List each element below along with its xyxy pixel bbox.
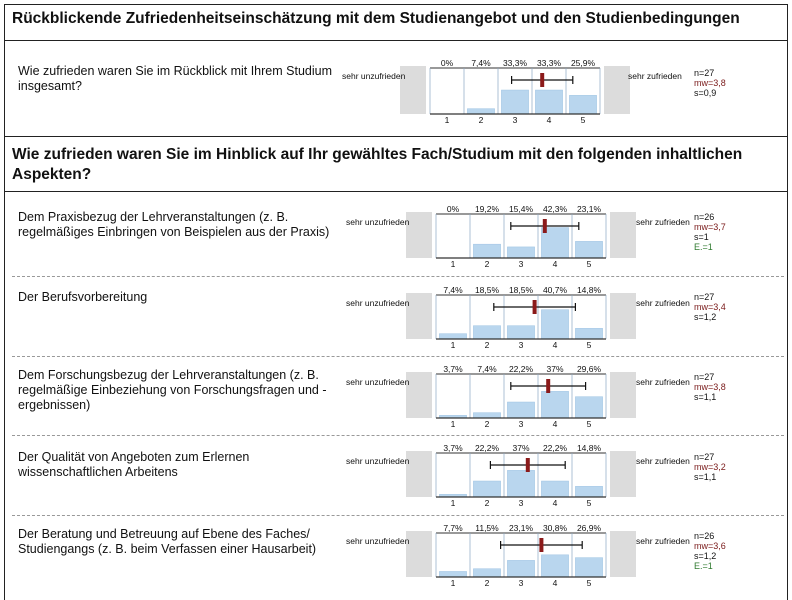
value-label: 40,7% <box>542 285 568 295</box>
distribution-bar <box>569 95 596 114</box>
category-label: 4 <box>552 498 558 508</box>
distribution-bar <box>535 90 562 114</box>
distribution-bar <box>439 334 466 339</box>
value-label: 18,5% <box>508 285 534 295</box>
distribution-bar <box>507 402 534 418</box>
distribution-bar <box>467 109 494 114</box>
question-text: Dem Forschungsbezug der Lehrveranstaltungen (z. B. regelmäßige Einbeziehung von Forschungsfragen und -ergebnissen) <box>18 368 327 412</box>
scale-end-box-right <box>610 451 636 497</box>
category-label: 1 <box>450 498 456 508</box>
distribution-bar <box>473 481 500 497</box>
value-label: 3,7% <box>443 443 463 453</box>
stat-sd: s=1,1 <box>694 472 717 482</box>
scale-label-right: sehr zufrieden <box>636 217 690 227</box>
scale-label-right: sehr zufrieden <box>636 456 690 466</box>
page-title: Rückblickende Zufriedenheitseinschätzung mit dem Studienangebot und den Studienbedingungen <box>12 10 740 27</box>
category-label: 4 <box>552 259 558 269</box>
stat-n: n=27 <box>694 292 715 302</box>
value-label: 26,9% <box>576 523 602 533</box>
scale-label-left: sehr unzufrieden <box>346 298 410 308</box>
value-label: 18,5% <box>474 285 500 295</box>
stat-mean: mw=3,4 <box>694 302 726 312</box>
distribution-bar <box>575 397 602 418</box>
value-label: 0% <box>446 204 460 214</box>
scale-end-box-right <box>604 66 630 114</box>
distribution-bar <box>507 326 534 339</box>
distribution-bar <box>473 413 500 418</box>
question-text: Der Berufsvorbereitung <box>18 290 148 304</box>
category-label: 2 <box>484 259 490 269</box>
scale-label-left: sehr unzufrieden <box>346 217 410 227</box>
category-label: 5 <box>586 498 592 508</box>
stat-mean: mw=3,6 <box>694 541 726 551</box>
category-label: 5 <box>586 340 592 350</box>
question-text: Dem Praxisbezug der Lehrveranstaltungen (z. B. regelmäßiges Einbringen von Beispielen aus der Praxis) <box>18 210 330 239</box>
value-label: 42,3% <box>542 204 568 214</box>
stat-sd: s=1 <box>694 232 709 242</box>
mean-marker <box>539 538 543 552</box>
scale-label-left: sehr unzufrieden <box>346 377 410 387</box>
distribution-bar <box>575 486 602 497</box>
mean-marker <box>526 458 530 472</box>
distribution-bar <box>439 571 466 577</box>
mean-marker <box>543 219 547 233</box>
distribution-bar <box>541 310 568 339</box>
category-label: 1 <box>450 259 456 269</box>
value-label: 22,2% <box>474 443 500 453</box>
scale-end-box-left <box>406 531 432 577</box>
category-label: 1 <box>444 115 450 125</box>
category-label: 2 <box>484 498 490 508</box>
question-text: Der Qualität von Angeboten zum Erlernen wissenschaftlichen Arbeitens <box>18 450 250 479</box>
scale-label-right: sehr zufrieden <box>636 536 690 546</box>
value-label: 29,6% <box>576 364 602 374</box>
scale-end-box-left <box>406 212 432 258</box>
scale-end-box-right <box>610 293 636 339</box>
scale-end-box-left <box>406 372 432 418</box>
category-label: 4 <box>552 578 558 588</box>
question-text: Der Beratung und Betreuung auf Ebene des Faches/ Studiengangs (z. B. beim Verfassen einer Hausarbeit) <box>18 527 317 556</box>
stat-sd: s=1,2 <box>694 551 717 561</box>
stat-mean: mw=3,7 <box>694 222 726 232</box>
value-label: 22,2% <box>508 364 534 374</box>
distribution-bar <box>507 470 534 497</box>
value-label: 23,1% <box>576 204 602 214</box>
distribution-bar <box>541 555 568 577</box>
value-label: 22,2% <box>542 443 568 453</box>
distribution-bar <box>575 328 602 339</box>
value-label: 7,4% <box>443 285 463 295</box>
category-label: 2 <box>478 115 484 125</box>
category-label: 4 <box>552 419 558 429</box>
scale-end-box-left <box>406 293 432 339</box>
distribution-bar <box>507 247 534 258</box>
stat-e: E.=1 <box>694 561 713 571</box>
stat-n: n=26 <box>694 212 715 222</box>
category-label: 3 <box>518 340 524 350</box>
stat-sd: s=1,1 <box>694 392 717 402</box>
mean-marker <box>533 300 537 314</box>
category-label: 1 <box>450 578 456 588</box>
question-text: Wie zufrieden waren Sie im Rückblick mit Ihrem Studium insgesamt? <box>18 64 332 93</box>
stat-mean: mw=3,8 <box>694 382 726 392</box>
stat-mean: mw=3,2 <box>694 462 726 472</box>
stat-n: n=27 <box>694 372 715 382</box>
value-label: 30,8% <box>542 523 568 533</box>
scale-label-left: sehr unzufrieden <box>346 456 410 466</box>
stat-n: n=27 <box>694 68 715 78</box>
category-label: 2 <box>484 419 490 429</box>
value-label: 33,3% <box>502 58 528 68</box>
category-label: 5 <box>586 419 592 429</box>
category-label: 5 <box>586 259 592 269</box>
value-label: 33,3% <box>536 58 562 68</box>
distribution-bar <box>473 569 500 577</box>
value-label: 37% <box>546 364 564 374</box>
stat-e: E.=1 <box>694 242 713 252</box>
category-label: 1 <box>450 419 456 429</box>
value-label: 14,8% <box>576 285 602 295</box>
value-label: 11,5% <box>475 523 499 533</box>
value-label: 19,2% <box>474 204 500 214</box>
category-label: 2 <box>484 340 490 350</box>
value-label: 3,7% <box>443 364 463 374</box>
value-label: 7,4% <box>477 364 497 374</box>
category-label: 3 <box>518 578 524 588</box>
category-label: 2 <box>484 578 490 588</box>
scale-end-box-left <box>406 451 432 497</box>
category-label: 1 <box>450 340 456 350</box>
distribution-bar <box>575 558 602 577</box>
value-label: 0% <box>440 58 454 68</box>
category-label: 4 <box>552 340 558 350</box>
scale-label-right: sehr zufrieden <box>636 298 690 308</box>
category-label: 5 <box>580 115 586 125</box>
distribution-bar <box>575 241 602 258</box>
value-label: 7,4% <box>471 58 491 68</box>
category-label: 3 <box>518 259 524 269</box>
category-label: 3 <box>518 498 524 508</box>
scale-end-box-right <box>610 531 636 577</box>
mean-marker <box>540 73 544 87</box>
value-label: 15,4% <box>508 204 534 214</box>
scale-end-box-right <box>610 212 636 258</box>
value-label: 37% <box>512 443 530 453</box>
mean-marker <box>546 379 550 393</box>
category-label: 3 <box>512 115 518 125</box>
scale-label-left: sehr unzufrieden <box>342 71 406 81</box>
scale-end-box-right <box>610 372 636 418</box>
distribution-bar <box>473 326 500 339</box>
value-label: 14,8% <box>576 443 602 453</box>
stat-mean: mw=3,8 <box>694 78 726 88</box>
stat-n: n=27 <box>694 452 715 462</box>
stat-sd: s=1,2 <box>694 312 717 322</box>
category-label: 5 <box>586 578 592 588</box>
category-label: 3 <box>518 419 524 429</box>
distribution-bar <box>501 90 528 114</box>
distribution-bar <box>541 481 568 497</box>
stat-sd: s=0,9 <box>694 88 717 98</box>
scale-label-right: sehr zufrieden <box>628 71 682 81</box>
value-label: 23,1% <box>508 523 534 533</box>
category-label: 4 <box>546 115 552 125</box>
stat-n: n=26 <box>694 531 715 541</box>
scale-label-left: sehr unzufrieden <box>346 536 410 546</box>
scale-label-right: sehr zufrieden <box>636 377 690 387</box>
distribution-bar <box>473 244 500 258</box>
distribution-bar <box>507 560 534 577</box>
value-label: 25,9% <box>570 58 596 68</box>
section-title: Wie zufrieden waren Sie im Hinblick auf Ihr gewähltes Fach/Studium mit den folgenden inhaltlichen Aspekten? <box>12 146 743 183</box>
value-label: 7,7% <box>443 523 463 533</box>
distribution-bar <box>541 391 568 418</box>
